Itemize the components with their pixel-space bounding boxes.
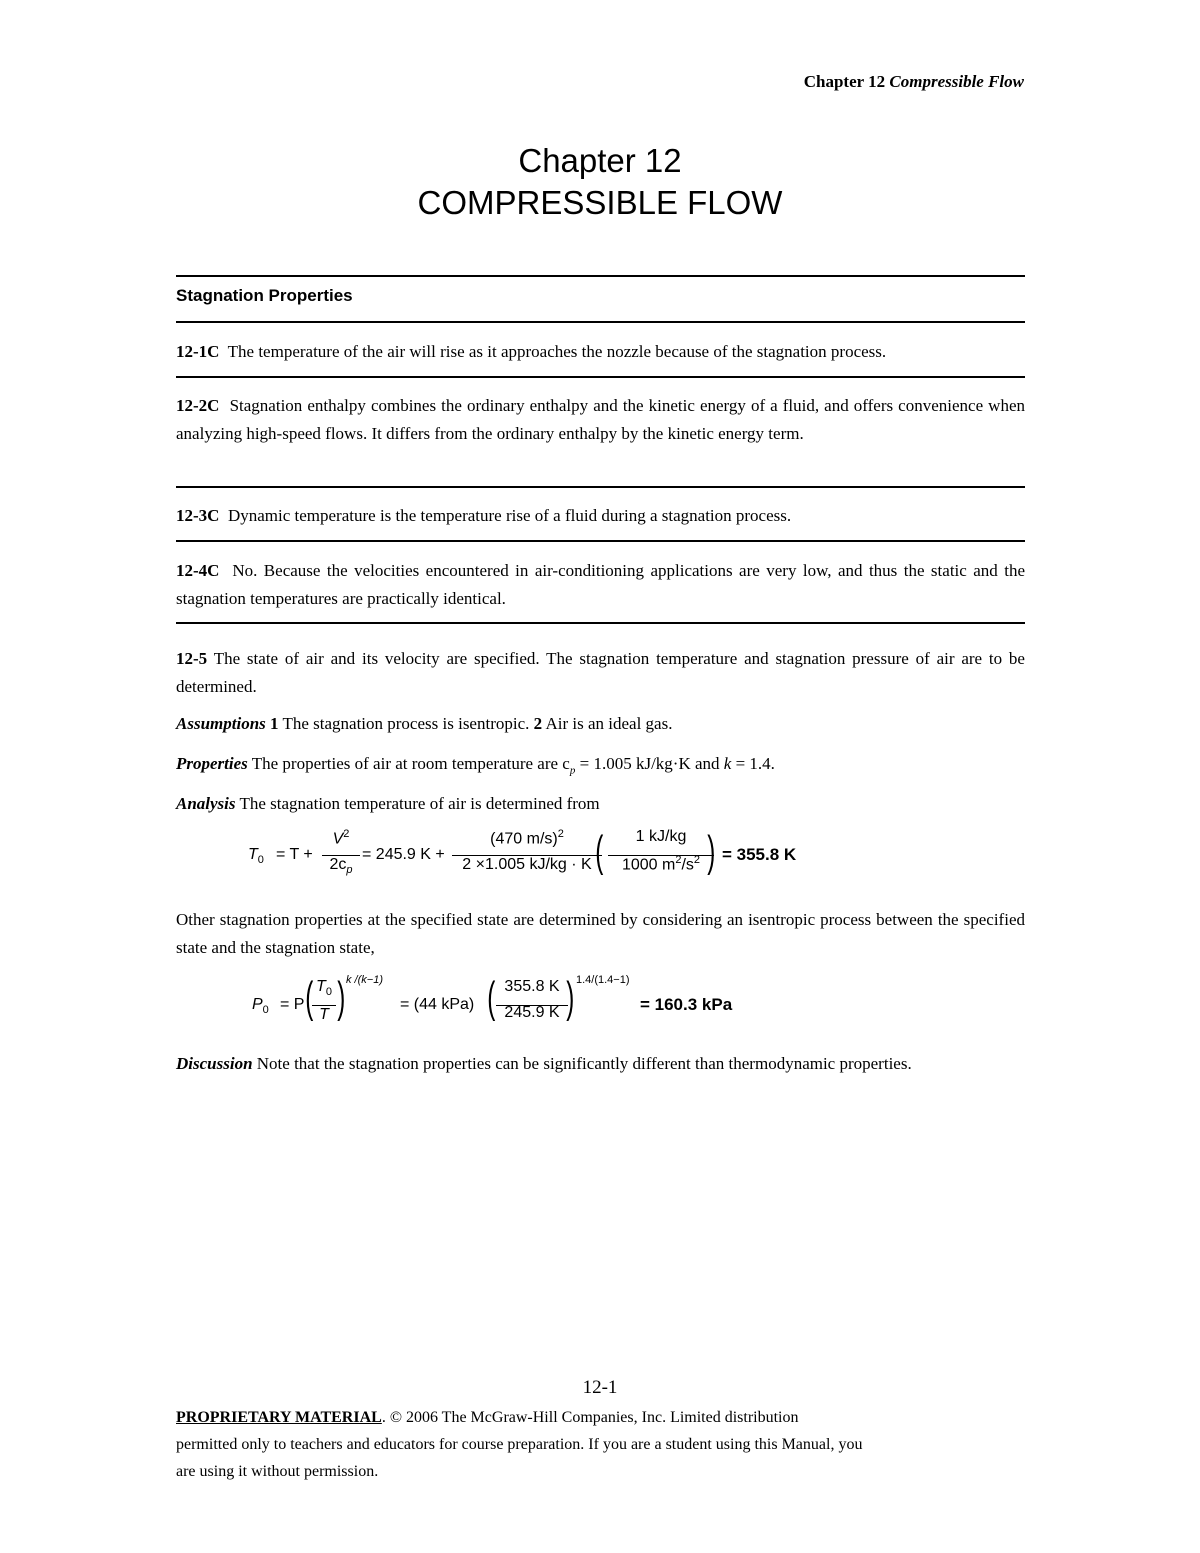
eq-fraction bbox=[496, 978, 568, 1022]
footer-line: are using it without permission. bbox=[176, 1463, 379, 1480]
equation-stagnation-temperature bbox=[0, 826, 1200, 890]
problem-text: The state of air and its velocity are specified. The stagnation temperature and stagnation pressure of air are to be determined. bbox=[176, 649, 1025, 696]
problem-number: 12-2C bbox=[176, 396, 220, 415]
footer-line: permitted only to teachers and educators for course preparation. If you are a student using this Manual, you bbox=[176, 1436, 863, 1453]
properties-text: = 1.005 kJ/kg·K and bbox=[579, 754, 720, 773]
problem-12-4c bbox=[176, 557, 1025, 613]
problem-text: No. Because the velocities encountered in air-conditioning applications are very low, and thus the static and the stagnation temperatures are practically identical. bbox=[176, 561, 1026, 608]
rule bbox=[176, 486, 1025, 488]
analysis-text: The stagnation temperature of air is determined from bbox=[239, 794, 600, 813]
properties-text: The properties of air at room temperature are c bbox=[251, 754, 570, 773]
eq-subscript: p bbox=[346, 864, 353, 877]
eq-text: = 245.9 K + bbox=[362, 846, 445, 863]
eq-exponent: k /(k−1) bbox=[346, 974, 383, 986]
fraction-bar bbox=[496, 1005, 568, 1006]
fraction-bar bbox=[608, 855, 714, 856]
problem-12-5 bbox=[176, 645, 1025, 701]
eq-lhs bbox=[248, 846, 264, 866]
rule bbox=[176, 376, 1025, 378]
problem-number: 12-1C bbox=[176, 342, 220, 361]
eq-subscript: 0 bbox=[262, 1004, 269, 1017]
eq-symbol: P bbox=[252, 996, 263, 1013]
assumption-number: 1 bbox=[270, 714, 279, 733]
eq-numerator: (470 m/s) bbox=[490, 830, 558, 848]
eq-superscript: 2 bbox=[343, 828, 350, 840]
problem-12-1c bbox=[176, 338, 1025, 366]
fraction-bar bbox=[452, 855, 602, 856]
eq-denominator: 2c bbox=[329, 856, 347, 874]
eq-exponent: 1.4/(1.4−1) bbox=[576, 974, 630, 986]
rule bbox=[176, 622, 1025, 624]
running-header bbox=[804, 72, 1024, 92]
problem-12-2c bbox=[176, 392, 1025, 448]
eq-subscript: 0 bbox=[325, 986, 332, 999]
properties-text: = 1.4. bbox=[735, 754, 775, 773]
proprietary-label: PROPRIETARY MATERIAL bbox=[176, 1409, 382, 1426]
eq-numerator: T bbox=[316, 978, 326, 995]
rule bbox=[176, 540, 1025, 542]
eq-numerator: 355.8 K bbox=[504, 978, 560, 995]
left-paren: ( bbox=[487, 973, 496, 1022]
discussion bbox=[176, 1050, 1025, 1078]
chapter-title: COMPRESSIBLE FLOW bbox=[417, 184, 783, 221]
right-paren: ) bbox=[566, 973, 575, 1022]
fraction-bar bbox=[322, 855, 360, 856]
right-paren: ) bbox=[337, 973, 346, 1022]
eq-text: = T + bbox=[276, 846, 313, 863]
right-paren: ) bbox=[707, 827, 716, 876]
discussion-text: Note that the stagnation properties can be significantly different than thermodynamic properties. bbox=[256, 1054, 912, 1073]
eq-denominator: T bbox=[319, 1006, 329, 1024]
eq-fraction bbox=[608, 828, 714, 874]
eq-numerator: 1 kJ/kg bbox=[635, 828, 687, 845]
eq-superscript: 2 bbox=[557, 828, 564, 840]
eq-result: = 355.8 K bbox=[722, 845, 797, 864]
problem-text: Dynamic temperature is the temperature rise of a fluid during a stagnation process. bbox=[227, 506, 792, 525]
other-properties-text: Other stagnation properties at the specified state are determined by considering an isentropic process between the specified state and the stagnation state, bbox=[176, 910, 1025, 957]
properties-symbol: k bbox=[723, 754, 732, 773]
eq-fraction bbox=[312, 978, 336, 1024]
eq-denominator: /s bbox=[681, 856, 694, 874]
properties-label: Properties bbox=[176, 754, 248, 773]
copyright-notice bbox=[176, 1404, 1036, 1485]
eq-denominator: 1000 m bbox=[621, 856, 676, 874]
header-chapter: Chapter 12 bbox=[803, 72, 886, 91]
assumption-text: The stagnation process is isentropic. bbox=[282, 714, 530, 733]
section-title: Stagnation Properties bbox=[176, 286, 353, 305]
problem-number: 12-4C bbox=[176, 561, 220, 580]
eq-numerator: V bbox=[332, 830, 344, 848]
assumption-text: Air is an ideal gas. bbox=[545, 714, 673, 733]
problem-text: Stagnation enthalpy combines the ordinary enthalpy and the kinetic energy of a fluid, and offers convenience when analyzing high-speed flows. It differs from the ordinary enthalpy by the kinetic energy term. bbox=[176, 396, 1026, 443]
problem-text: The temperature of the air will rise as it approaches the nozzle because of the stagnation process. bbox=[227, 342, 887, 361]
assumption-number: 2 bbox=[533, 714, 543, 733]
eq-fraction bbox=[452, 828, 602, 874]
eq-fraction bbox=[322, 828, 360, 877]
discussion-label: Discussion bbox=[176, 1054, 253, 1073]
eq-subscript: 0 bbox=[257, 854, 264, 867]
eq-superscript: 2 bbox=[675, 854, 682, 866]
header-subject: Compressible Flow bbox=[889, 72, 1024, 91]
left-paren: ( bbox=[595, 827, 604, 876]
page-number: 12-1 bbox=[582, 1377, 618, 1398]
chapter-number: Chapter 12 bbox=[518, 142, 682, 179]
eq-denominator: 2 ×1.005 kJ/kg · K bbox=[462, 856, 592, 874]
rule bbox=[176, 321, 1025, 323]
fraction-bar bbox=[312, 1005, 336, 1006]
problem-12-3c bbox=[176, 502, 1025, 530]
eq-result: = 160.3 kPa bbox=[640, 995, 733, 1014]
analysis bbox=[176, 790, 1025, 818]
analysis-label: Analysis bbox=[176, 794, 236, 813]
problem-number: 12-3C bbox=[176, 506, 220, 525]
eq-text: = P bbox=[280, 996, 305, 1013]
equation-stagnation-pressure bbox=[0, 972, 1200, 1036]
eq-lhs bbox=[252, 996, 269, 1016]
properties bbox=[176, 750, 1025, 784]
eq-text: = (44 kPa) bbox=[400, 996, 475, 1013]
assumptions bbox=[176, 710, 1025, 738]
footer-line: . © 2006 The McGraw-Hill Companies, Inc. Limited distribution bbox=[381, 1409, 799, 1426]
rule-top bbox=[176, 275, 1025, 277]
eq-symbol: T bbox=[248, 846, 258, 863]
eq-denominator: 245.9 K bbox=[504, 1004, 560, 1021]
left-paren: ( bbox=[305, 973, 314, 1022]
properties-subscript: p bbox=[569, 764, 576, 777]
eq-superscript: 2 bbox=[693, 854, 701, 866]
problem-number: 12-5 bbox=[176, 649, 208, 668]
assumptions-label: Assumptions bbox=[176, 714, 266, 733]
